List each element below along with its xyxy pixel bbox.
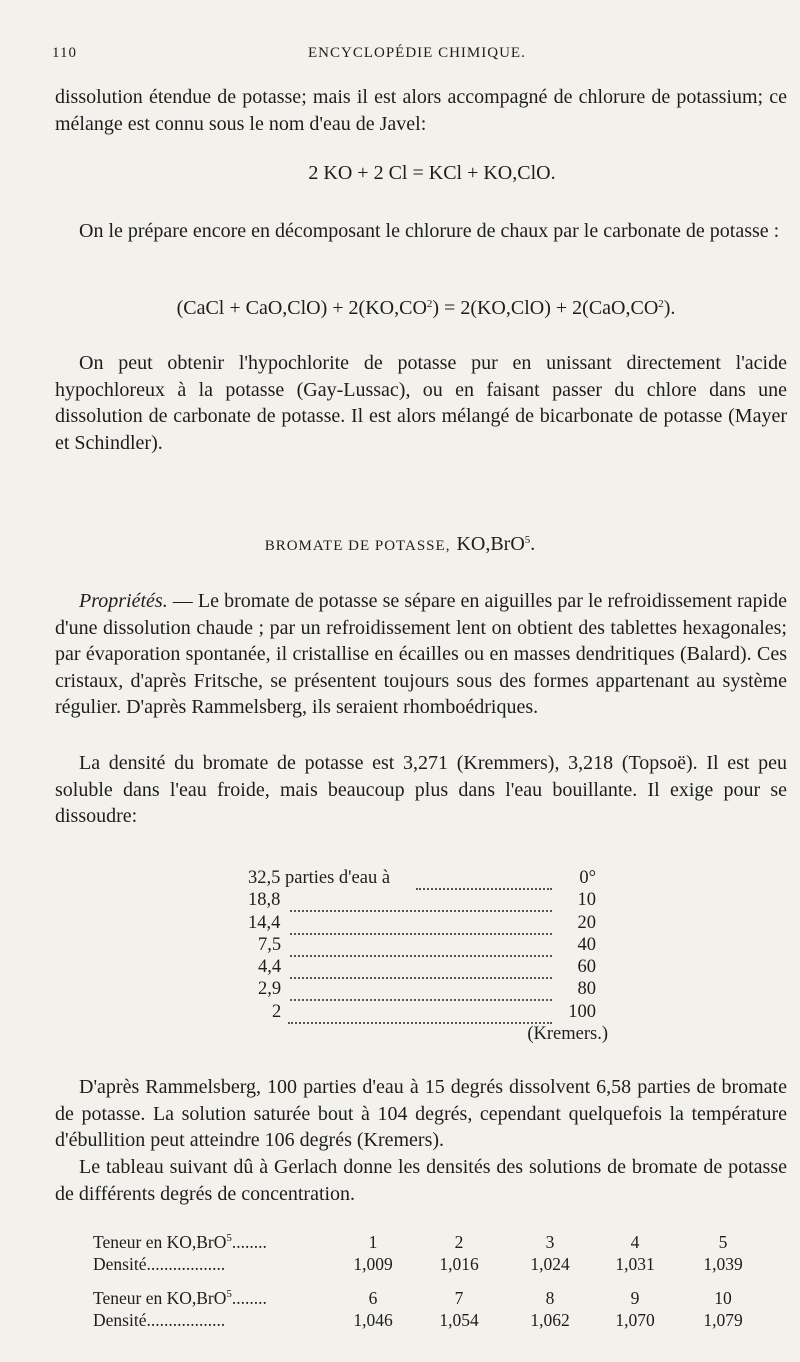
paragraph-density: La densité du bromate de potasse est 3,271 (Kremmers), 3,218 (Topsoë). Il est peu soluble dans l'eau froide, mais beaucoup plus dans l'eau bouillante. Il exige pour se dissoudre: [55,752,787,827]
section-heading [0,533,800,556]
densite-label: Densité.................. [93,1310,226,1330]
properties-text: — Le bromate de potasse se sépare en aiguilles par le refroidissement rapide d'une dissolution chaude ; par un refroidissement lent on obtient des tablettes hexagonales; par évaporation spontanée, il cristallise en écailles ou en masses dendritiques (Balard). Ces cristaux, d'après Fritsche, se présentent toujours sous des formes appartenant au système régulier. D'après Rammelsberg, ils seraient rhomboédriques. [55,590,787,718]
solubility-row: 4,4 60 [258,957,596,978]
paragraph-gerlach: Le tableau suivant dû à Gerlach donne les densités des solutions de bromate de potasse de différents degrés de concentration. [55,1156,787,1205]
paragraph-preparation: On le prépare encore en décomposant le chlorure de chaux par le carbonate de potasse : [79,220,780,242]
solubility-row: 14,4 20 [248,912,596,933]
paragraph-properties [55,588,787,721]
densite-row: Densité.................. 1,046 1,054 1,062 1,070 1,079 [93,1310,743,1330]
page-number: 110 [52,45,77,61]
paragraph-rammelsberg: D'après Rammelsberg, 100 parties d'eau à 15 degrés dissolvent 6,58 parties de bromate de potasse. La solution saturée bout à 104 degrés, cependant quelquefois la température d'ébullition peut atteindre 106 degrés (Kremers). [55,1076,787,1151]
density-table-block-1 [93,1232,773,1276]
solubility-credit-row [248,1024,608,1046]
paragraph-javel: dissolution étendue de potasse; mais il est alors accompagné de chlorure de potassium; ce mélange est connu sous le nom d'eau de Javel: [55,86,787,135]
solubility-row: 32,5 parties d'eau à 0° [248,868,596,888]
teneur-label: Teneur en KO,BrO$^5$........ [93,1288,267,1308]
solubility-row: 18,8 10 [248,890,596,911]
properties-label: Propriétés. [79,590,168,612]
teneur-row: Teneur en KO,BrO$^5$........ 1 2 3 4 5 [93,1232,728,1252]
solubility-row: 7,5 40 [258,934,596,955]
teneur-row: Teneur en KO,BrO$^5$........ 6 7 8 9 10 [93,1288,732,1308]
densite-label: Densité.................. [93,1254,226,1274]
solubility-row: 2 100 [272,1001,596,1022]
equation-javel: 2 KO + 2 Cl = KCl + KO,ClO. [308,162,556,184]
solubility-credit: (Kremers.) [527,1024,608,1045]
equation-carbonate: (CaCl + $CaO,ClO) + 2(KO,CO^2) = 2(KO,ClO) + 2(CaO,CO^2)$. [176,297,676,319]
solubility-table [248,868,608,1046]
solubility-row: 2,9 80 [258,979,596,1000]
densite-row: Densité.................. 1,009 1,016 1,024 1,031 1,039 [93,1254,743,1274]
paragraph-hypochlorite: On peut obtenir l'hypochlorite de potasse pur en unissant directement l'acide hypochloreux à la potasse (Gay-Lussac), ou en faisant passer du chlore dans une dissolution de carbonate de potasse. Il est alors mélangé de bicarbonate de potasse (Mayer et Schindler). [55,352,787,454]
section-title: BROMATE DE POTASSE, [264,538,451,554]
section-formula: KO,BrO$^5$. [456,533,536,555]
running-title: ENCYCLOPÉDIE CHIMIQUE. [308,45,526,61]
teneur-label: Teneur en KO,BrO$^5$........ [93,1232,267,1252]
density-table-block-2 [93,1288,773,1332]
